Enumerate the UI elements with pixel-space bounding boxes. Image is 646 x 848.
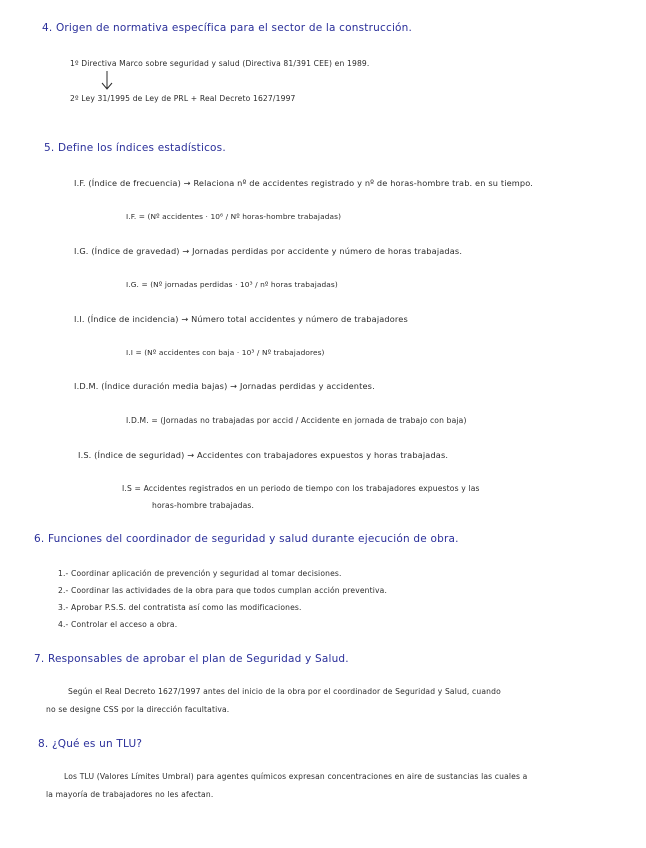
down-arrow-icon [100,70,114,92]
section-7-line-2: no se designe CSS por la dirección facultativa. [46,705,230,714]
is-formula-line-2: horas-hombre trabajadas. [152,501,255,510]
section-4-item-1: 1º Directiva Marco sobre seguridad y salud (Directiva 81/391 CEE) en 1989. [70,59,370,68]
section-8-line-2: la mayoría de trabajadores no les afectan. [46,790,214,799]
section-4-item-2: 2º Ley 31/1995 de Ley de PRL + Real Decreto 1627/1997 [70,94,296,103]
section-7-line-1: Según el Real Decreto 1627/1997 antes del inicio de la obra por el coordinador de Seguridad y Salud, cuando [68,687,501,696]
ii-formula: I.I = (Nº accidentes con baja · 10³ / Nº trabajadores) [126,348,325,357]
section-4-heading: 4. Origen de normativa específica para el sector de la construcción. [42,22,413,34]
section-6-item-4: 4.- Controlar el acceso a obra. [58,620,178,629]
section-5-heading: 5. Define los índices estadísticos. [44,142,226,154]
section-6-heading: 6. Funciones del coordinador de seguridad y salud durante ejecución de obra. [34,533,459,545]
ii-definition: I.I. (Índice de incidencia) → Número total accidentes y número de trabajadores [74,314,408,324]
if-definition: I.F. (Índice de frecuencia) → Relaciona nº de accidentes registrado y nº de horas-hombre trab. en su tiempo. [74,178,534,188]
section-6-item-3: 3.- Aprobar P.S.S. del contratista así como las modificaciones. [58,603,302,612]
ig-definition: I.G. (Índice de gravedad) → Jornadas perdidas por accidente y número de horas trabajadas. [74,246,463,256]
ig-formula: I.G. = (Nº jornadas perdidas · 10³ / nº horas trabajadas) [126,280,338,289]
is-formula-line-1: I.S = Accidentes registrados en un periodo de tiempo con los trabajadores expuestos y las [122,484,480,493]
section-8-line-1: Los TLU (Valores Límites Umbral) para agentes químicos expresan concentraciones en aire de sustancias las cuales a [64,772,528,781]
idm-definition: I.D.M. (Índice duración media bajas) → Jornadas perdidas y accidentes. [74,381,375,391]
section-8-heading: 8. ¿Qué es un TLU? [38,738,143,750]
section-6-item-1: 1.- Coordinar aplicación de prevención y seguridad al tomar decisiones. [58,569,342,578]
section-6-item-2: 2.- Coordinar las actividades de la obra para que todos cumplan acción preventiva. [58,586,388,595]
if-formula: I.F. = (Nº accidentes · 10⁶ / Nº horas-hombre trabajadas) [126,212,342,221]
section-7-heading: 7. Responsables de aprobar el plan de Seguridad y Salud. [34,653,349,665]
is-definition: I.S. (Índice de seguridad) → Accidentes con trabajadores expuestos y horas trabajadas. [78,450,449,460]
idm-formula: I.D.M. = (Jornadas no trabajadas por accid / Accidente en jornada de trabajo con baja) [126,416,467,425]
